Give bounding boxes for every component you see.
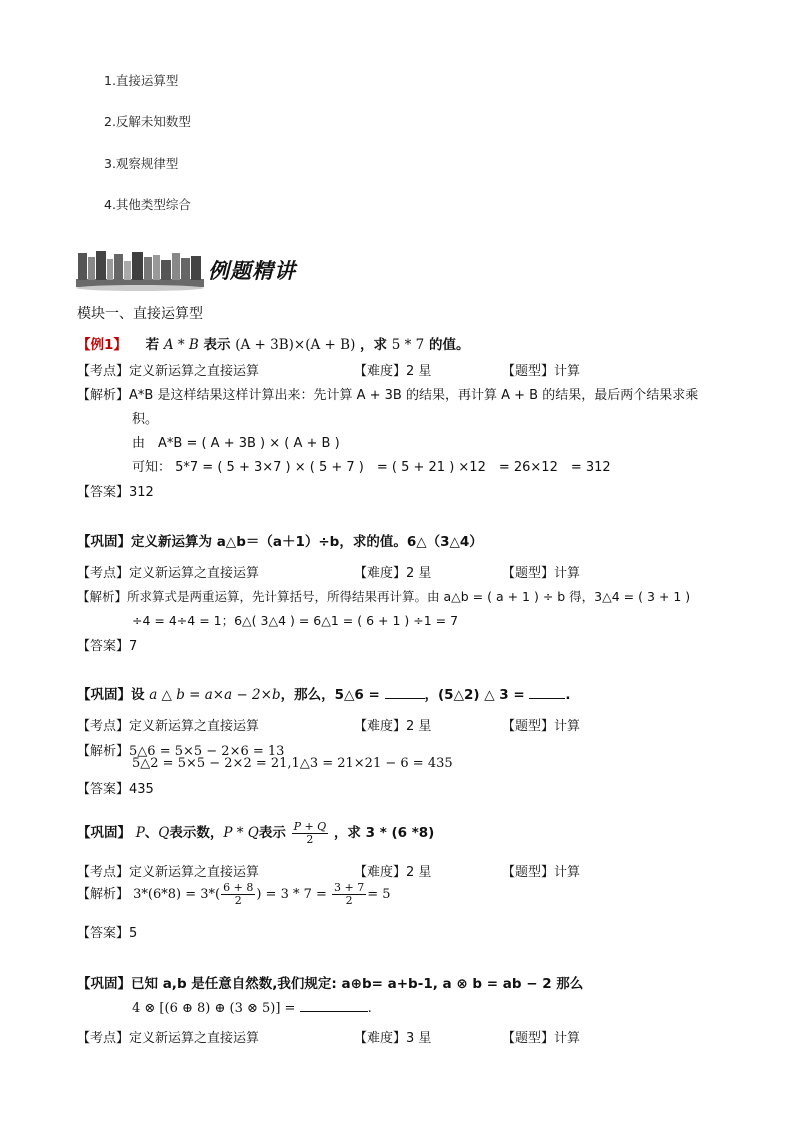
example-1-type: 【题型】计算	[502, 364, 581, 379]
exercise-2-analysis-line2: 5△2 = 5×5 − 2×2 = 21,1△3 = 21×21 − 6 = 435	[132, 756, 453, 771]
exercise-1-question: 【巩固】定义新运算为 a△b＝（a＋1）÷b，求的值。6△（3△4）	[77, 534, 483, 550]
example-1-meta: 【考点】定义新运算之直接运算	[77, 364, 260, 379]
exercise-3-answer: 【答案】5	[77, 926, 138, 941]
toc-item-4: 4.其他类型综合	[104, 197, 191, 212]
toc-item-2: 2.反解未知数型	[104, 114, 191, 129]
exercise-4-difficulty: 【难度】3 星	[354, 1031, 432, 1046]
exercise-3-analysis: 【解析】 3*(6*8) = 3*( $\frac{6 + 8}{2}$ ) = 3 * 7 = $\frac{3 + 7}{2}$ = 5	[77, 881, 391, 907]
answer-blank[interactable]	[385, 698, 425, 699]
exercise-1-analysis: 【解析】所求算式是两重运算，先计算括号，所得结果再计算。由 a△b = ( a + 1 ) ÷ b 得，3△4 = ( 3 + 1 )	[77, 589, 691, 604]
exercise-4-meta: 【考点】定义新运算之直接运算	[77, 1031, 260, 1046]
exercise-4-question: 【巩固】已知 a,b 是任意自然数,我们规定: a⊕b= a+b-1, a ⊗ b = ab − 2 那么	[77, 976, 584, 992]
answer-blank[interactable]	[529, 698, 565, 699]
example-1-analysis-line3: 由 A*B = ( A + 3B ) × ( A + B )	[132, 436, 340, 451]
exercise-2-meta: 【考点】定义新运算之直接运算	[77, 719, 260, 734]
example-1-difficulty: 【难度】2 星	[354, 364, 432, 379]
answer-blank[interactable]	[300, 1011, 368, 1012]
section-banner	[76, 247, 396, 291]
exercise-3-type: 【题型】计算	[502, 865, 581, 880]
exercise-2-question: 【巩固】设 a △ b = a×a − 2×b，那么，5△6 = ，(5△2) △ 3 = .	[77, 687, 571, 703]
example-1-answer: 【答案】312	[77, 485, 154, 500]
exercise-1-meta: 【考点】定义新运算之直接运算	[77, 566, 260, 581]
example-label: 【例1】	[77, 337, 127, 353]
example-1-analysis-line2: 积。	[132, 412, 159, 427]
exercise-3-question: 【巩固】 P、Q表示数，P * Q表示 $\frac{P + Q}{2}$ ，求 3 * (6 *8)	[77, 819, 435, 846]
fraction: $\frac{6 + 8}{2}$	[223, 881, 254, 907]
module-title: 模块一、直接运算型	[77, 306, 203, 322]
exercise-1-answer: 【答案】7	[77, 639, 138, 654]
toc-item-3: 3.观察规律型	[104, 156, 179, 171]
exercise-3-meta: 【考点】定义新运算之直接运算	[77, 865, 260, 880]
example-1-question: 【例1】 若 A * B 表示 (A + 3B)×(A + B) ，求 5 * 7 的值。	[77, 337, 470, 353]
fraction: $\frac{3 + 7}{2}$	[334, 881, 365, 907]
exercise-3-difficulty: 【难度】2 星	[354, 865, 432, 880]
exercise-2-type: 【题型】计算	[502, 719, 581, 734]
example-1-analysis: 【解析】A*B 是这样结果这样计算出来：先计算 A + 3B 的结果，再计算 A + B 的结果，最后两个结果求乘	[77, 388, 699, 403]
toc-item-1: 1.直接运算型	[104, 73, 179, 88]
exercise-1-analysis-line2: ÷4 = 4÷4 = 1；6△( 3△4 ) = 6△1 = ( 6 + 1 ) ÷1 = 7	[132, 613, 459, 628]
exercise-2-answer: 【答案】435	[77, 782, 154, 797]
exercise-1-difficulty: 【难度】2 星	[354, 566, 432, 581]
exercise-1-type: 【题型】计算	[502, 566, 581, 581]
exercise-4-type: 【题型】计算	[502, 1031, 581, 1046]
exercise-4-expression: 4 ⊗ [(6 ⊕ 8) ⊕ (3 ⊗ 5)] = .	[132, 1001, 372, 1016]
exercise-2-difficulty: 【难度】2 星	[354, 719, 432, 734]
exercise-2-analysis: 【解析】5△6 = 5×5 − 2×6 = 13	[77, 744, 285, 759]
fraction: $\frac{P + Q}{2}$	[293, 819, 327, 846]
banner-title: 例题精讲	[208, 259, 296, 283]
example-1-analysis-line4: 可知： 5*7 = ( 5 + 3×7 ) × ( 5 + 7 ) = ( 5 + 21 ) ×12 = 26×12 = 312	[132, 460, 611, 475]
